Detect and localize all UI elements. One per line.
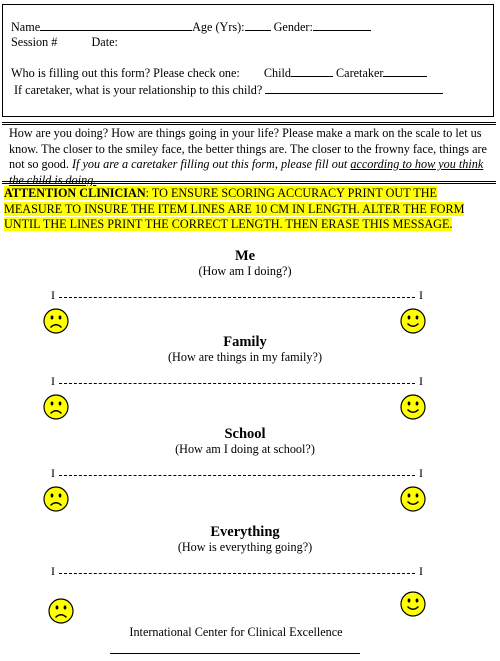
item-subtitle: (How are things in my family?) [168,350,322,364]
item-title: School [224,426,266,442]
scale-left-end: I [51,564,55,578]
divider-middle [2,181,496,182]
rating-scale-line[interactable] [51,564,423,580]
frowny-face-icon [48,598,74,624]
item-title: Everything [210,524,280,540]
rating-scale-line[interactable] [51,288,423,304]
item-subtitle: (How am I doing at school?) [175,442,315,456]
caretaker-label: Caretaker [336,66,384,80]
child-checkbox[interactable] [291,65,333,77]
session-label: Session # [11,35,58,49]
frowny-face-icon [43,486,69,512]
child-label: Child [263,66,291,80]
signature-line[interactable] [110,653,360,654]
scale-left-end: I [51,288,55,302]
relationship-question: If caretaker, what is your relationship to this child? [14,83,263,97]
item-title: Family [223,334,267,350]
attention-message [4,186,484,233]
item-subtitle: (How is everything going?) [177,540,313,554]
name-row [11,19,371,35]
name-label: Name [11,20,41,34]
attention-text: : TO ENSURE SCORING ACCURACY PRINT OUT THE MEASURE TO INSURE THE ITEM LINES ARE 10 CM IN LENGTH. ALTER THE FORM UNTIL THE LINES PRINT THE CORRECT LENGTH. THEN ERASE THIS MESSAGE. [4,186,465,231]
intro-paragraph [9,126,487,188]
footer-organization: International Center for Clinical Excellence [129,625,343,639]
item-subtitle: (How am I doing?) [198,264,292,278]
scale-left-end: I [51,466,55,480]
scale-right-end: I [419,288,423,302]
session-row [11,35,118,50]
scale-right-end: I [419,466,423,480]
scale-left-end: I [51,374,55,388]
name-field[interactable] [40,19,192,31]
smiley-face-icon [400,591,426,617]
smiley-face-icon [400,308,426,334]
gender-label: Gender: [273,20,313,34]
relationship-row [14,82,443,98]
scale-dashes [59,475,415,476]
who-row [11,65,427,81]
item-title: Me [234,248,256,264]
caretaker-checkbox[interactable] [383,65,427,77]
scale-dashes [59,297,415,298]
intro-text: How are you doing? How are things going in your life? Please make a mark on the scale to let us know. The closer to the smiley face, the better things are. The closer to the frowny face, things are not so good. [9,126,487,171]
header-box [2,4,494,117]
intro-italic-a: If you are a caretaker filling out this form, please fill out [71,157,348,171]
who-question: Who is filling out this form? Please check one: [11,66,240,80]
divider-top-double [2,124,496,125]
divider-middle-double [2,183,496,184]
frowny-face-icon [43,308,69,334]
scale-right-end: I [419,564,423,578]
rating-scale-line[interactable] [51,374,423,390]
scale-right-end: I [419,374,423,388]
gender-field[interactable] [313,19,371,31]
smiley-face-icon [400,394,426,420]
smiley-face-icon [400,486,426,512]
relationship-field[interactable] [265,82,443,94]
scale-dashes [59,573,415,574]
age-field[interactable] [245,19,271,31]
intro-italic-b: according to how you think the child is doing. [9,157,484,187]
scale-dashes [59,383,415,384]
divider-top [2,122,496,123]
rating-scale-line[interactable] [51,466,423,482]
frowny-face-icon [43,394,69,420]
attention-bold: ATTENTION CLINICIAN [4,186,146,200]
age-label: Age (Yrs): [192,20,245,34]
date-label: Date: [91,35,118,49]
